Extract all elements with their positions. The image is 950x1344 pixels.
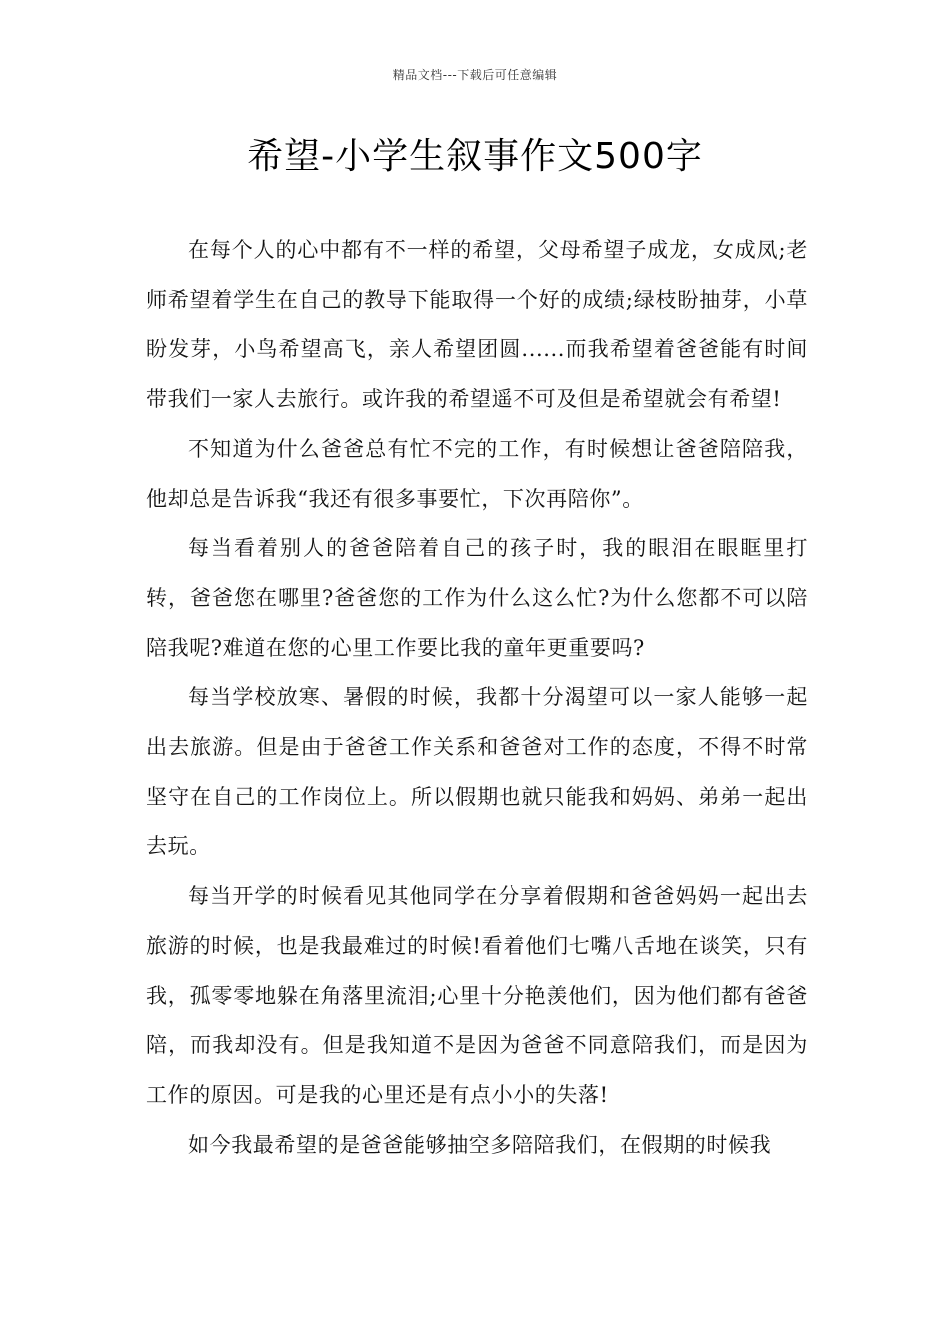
paragraph-1: 在每个人的心中都有不一样的希望，父母希望子成龙，女成凤;老师希望着学生在自己的教导下能取得一个好的成绩;绿枝盼抽芽，小草盼发芽，小鸟希望高飞，亲人希望团圆......而我希望着爸爸能有时间带我们一家人去旅行。或许我的希望遥不可及但是希望就会有希望! xyxy=(146,238,808,412)
paragraph-6: 如今我最希望的是爸爸能够抽空多陪陪我们，在假期的时候我 xyxy=(188,1132,772,1157)
document-title: 希望-小学生叙事作文500字 xyxy=(247,136,703,177)
paragraph-5: 每当开学的时候看见其他同学在分享着假期和爸爸妈妈一起出去旅游的时候，也是我最难过的时候!看着他们七嘴八舌地在谈笑，只有我，孤零零地躲在角落里流泪;心里十分艳羡他们，因为他们都有爸爸陪，而我却没有。但是我知道不是因为爸爸不同意陪我们，而是因为工作的原因。可是我的心里还是有点小小的失落! xyxy=(146,884,808,1107)
document-body xyxy=(146,226,808,1170)
paragraph-4: 每当学校放寒、暑假的时候，我都十分渴望可以一家人能够一起出去旅游。但是由于爸爸工作关系和爸爸对工作的态度，不得不时常坚守在自己的工作岗位上。所以假期也就只能我和妈妈、弟弟一起出去玩。 xyxy=(146,685,808,859)
paragraph-2: 不知道为什么爸爸总有忙不完的工作，有时候想让爸爸陪陪我，他却总是告诉我“我还有很多事要忙，下次再陪你”。 xyxy=(146,436,808,511)
paragraph-3: 每当看着别人的爸爸陪着自己的孩子时，我的眼泪在眼眶里打转，爸爸您在哪里?爸爸您的工作为什么这么忙?为什么您都不可以陪陪我呢?难道在您的心里工作要比我的童年更重要吗? xyxy=(146,536,808,660)
header-note: 精品文档---下载后可任意编辑 xyxy=(392,68,558,82)
